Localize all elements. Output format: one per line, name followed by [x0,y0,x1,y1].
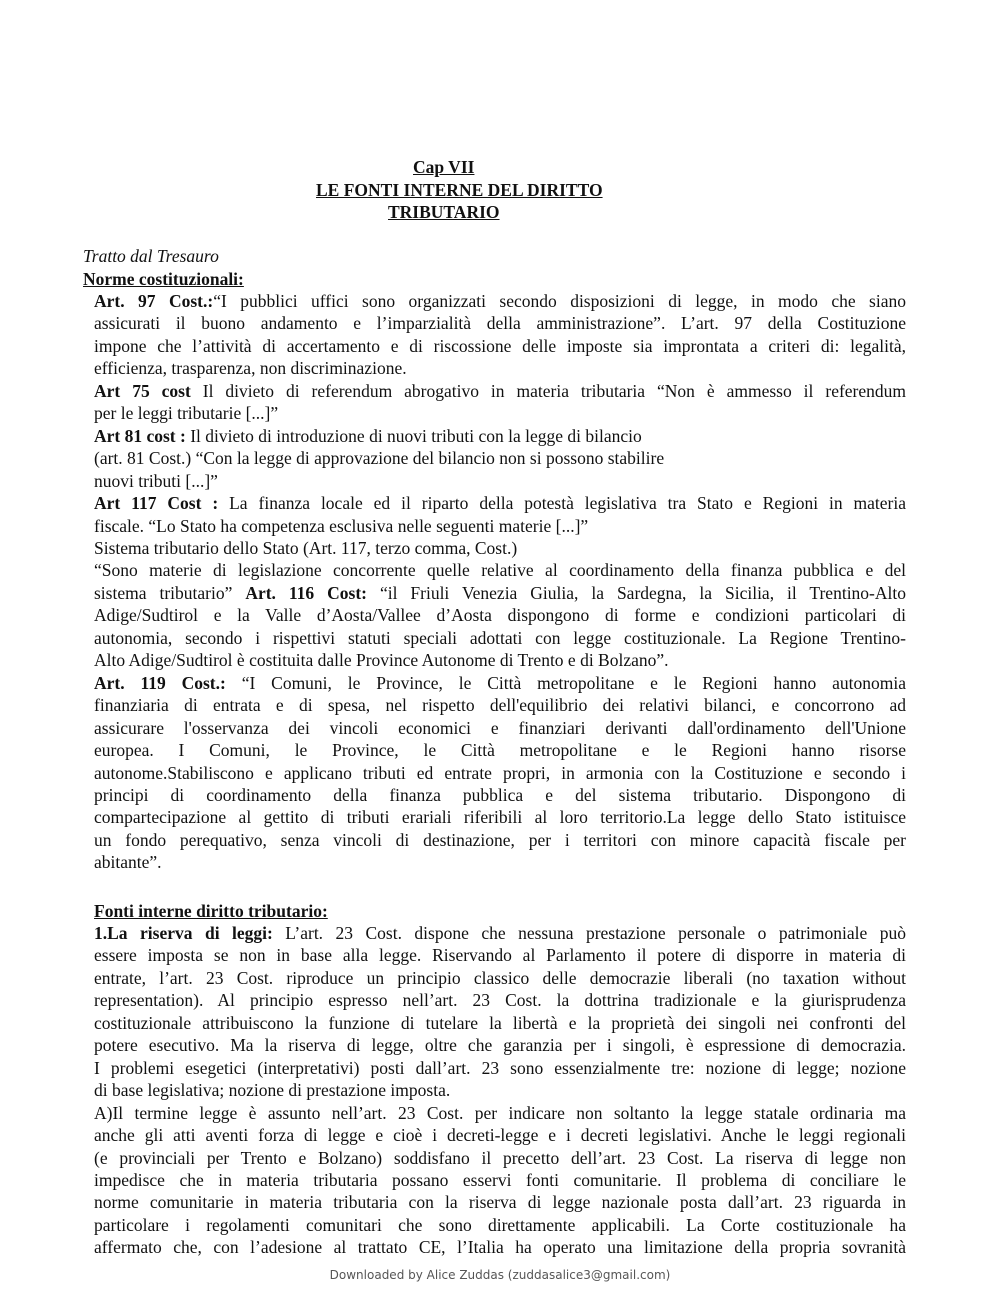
line-text: La finanza locale ed il riparto della potestà legislativa tra Stato e Regioni in materia [218,493,907,514]
line-text: (art. 81 Cost.) “Con la legge di approvazione del bilancio non si possono stabilire [94,448,665,469]
text-line [94,627,906,649]
line-text: “I pubblici uffici sono organizzati secondo disposizioni di legge, in modo che siano [213,291,906,311]
line-text: sistema tributario” [94,582,246,603]
line-text: per le leggi tributarie [...]” [94,403,279,424]
text-line [94,312,906,334]
line-text: affermato che, con l’adesione al trattato CE, l’Italia ha operato una limitazione della propria sovranità [94,1237,906,1258]
line-text: “I Comuni, le Province, le Città metropolitane e le Regioni hanno autonomia [225,672,907,693]
text-line [94,672,906,694]
text-line [94,1169,906,1191]
text-line [94,717,906,739]
text-line [94,335,906,357]
text-line [94,537,906,559]
line-text: Alto Adige/Sudtirol è costituita dalle Province Autonome di Trento e di Bolzano”. [94,650,669,671]
text-line [94,357,906,379]
line-text: Il divieto di introduzione di nuovi tributi con la legge di bilancio [185,425,642,446]
text-line [94,447,906,469]
text-line [94,851,906,873]
line-text: un fondo perequativo, senza vincoli di destinazione, per i territori con minore capacità fiscale per [94,829,906,850]
line-text: efficienza, trasparenza, non discriminazione. [94,358,407,379]
line-text: (e provinciali per Trento e Bolzano) soddisfano il precetto dell’art. 23 Cost. La riserva di legge non [94,1147,906,1168]
text-line [94,762,906,784]
section-label-constitutional: Norme costituzionali: [83,269,244,289]
article-reference: Art. 116 Cost: [245,582,367,603]
text-line [94,402,906,424]
line-text: abitante”. [94,852,162,873]
line-text: essere imposta se non in base alla legge. Riservando al Parlamento il potere di disporre in materia di [94,945,906,966]
article-reference: Art 75 cost [94,380,191,401]
text-line [94,1079,906,1101]
text-line [94,380,906,402]
text-line [94,694,906,716]
text-line [94,989,906,1011]
line-text: fiscale. “Lo Stato ha competenza esclusiva nelle seguenti materie [...]” [94,515,589,536]
text-line [94,784,906,806]
line-text: principi di coordinamento della finanza pubblica e del sistema tributario. Dispongono di [94,784,906,805]
download-footer: Downloaded by Alice Zuddas (zuddasalice3@gmail.com) [329,1268,671,1282]
title-line-2: TRIBUTARIO [388,202,500,222]
line-text: Sistema tributario dello Stato (Art. 117, terzo comma, Cost.) [94,537,518,558]
line-text: particolare i regolamenti comunitari che sono direttamente applicabili. La Corte costituzionale ha [94,1214,906,1235]
line-text: finanziaria di entrata e di spesa, nel rispetto dell'equilibrio dei relativi bilanci, e concorrono ad [94,695,906,716]
text-line [94,559,906,581]
line-text: assicurati il buono andamento e l’imparzialità della amministrazione”. L’art. 97 della Costituzione [94,313,906,334]
text-line [94,1147,906,1169]
source-note: Tratto dal Tresauro [83,246,219,266]
line-text: europea. I Comuni, le Province, le Città metropolitane e le Regioni hanno risorse [94,740,906,761]
text-line [94,1236,906,1258]
text-line [94,1057,906,1079]
text-line [94,1214,906,1236]
line-text: I problemi esegetici (interpretativi) posti dall’art. 23 sono essenzialmente tre: nozione di legge; nozione [94,1057,906,1078]
line-text: impedisce che in materia tributaria possano esservi fonti comunitarie. Il problema di conciliare le [94,1169,906,1190]
section-label-internal-sources: Fonti interne diritto tributario: [94,901,328,921]
line-text: autonomia, secondo i rispettivi statuti speciali adottati con legge costituzionale. La Regione Trentino- [94,627,906,648]
line-text: “Sono materie di legislazione concorrente quelle relative al coordinamento della finanza pubblica e del [94,560,906,581]
text-line [94,470,906,492]
line-text: A)Il termine legge è assunto nell’art. 23 Cost. per indicare non soltanto la legge statale ordinaria ma [94,1102,906,1123]
line-text: nuovi tributi [...]” [94,470,218,491]
text-line [94,582,906,604]
title-line-1: LE FONTI INTERNE DEL DIRITTO [316,180,603,200]
text-line [94,492,906,514]
line-text: impone che l’attività di accertamento e di riscossione delle imposte sia improntata a criteri di: legalità, [94,335,906,356]
line-text: norme comunitarie in materia tributaria con la riserva di legge nazionale posta dall’art. 23 riguarda in [94,1192,906,1213]
line-text: “il Friuli Venezia Giulia, la Sardegna, la Sicilia, il Trentino-Alto [366,582,906,603]
line-text: Il divieto di referendum abrogativo in materia tributaria “Non è ammesso il referendum [190,380,907,401]
text-line [94,1124,906,1146]
text-line [94,290,906,312]
section-body-internal-sources [94,922,906,1259]
text-line [94,739,906,761]
line-text: entrate, l’art. 23 Cost. riproduce un principio classico delle democrazie liberali (no taxation without [94,967,906,988]
line-text: Adige/Sudtirol e la Valle d’Aosta/Vallee d’Aosta dispongono di forme e condizioni particolari di [94,605,906,626]
text-line [94,604,906,626]
article-reference: Art 117 Cost : [94,493,219,514]
text-line [94,967,906,989]
text-line [94,425,906,447]
text-line [94,1012,906,1034]
text-line [94,806,906,828]
text-line [94,1191,906,1213]
line-text: compartecipazione al gettito di tributi erariali riferibili al loro territorio.La legge dello Stato istituisce [94,807,906,828]
line-text: representation). Al principio espresso nell’art. 23 Cost. la dottrina tradizionale e la giurisprudenza [94,990,906,1011]
text-line [94,922,906,944]
line-text: L’art. 23 Cost. dispone che nessuna prestazione personale o patrimoniale può [272,923,907,943]
text-line [94,649,906,671]
article-reference: 1.La riserva di leggi: [94,923,273,943]
article-reference: Art 81 cost : [94,425,186,446]
text-line [94,829,906,851]
line-text: di base legislativa; nozione di prestazione imposta. [94,1080,451,1101]
article-reference: Art. 119 Cost.: [94,672,226,693]
article-reference: Art. 97 Cost.: [94,291,214,311]
line-text: potere esecutivo. Ma la riserva di legge, oltre che garanzia per i singoli, è espressione di democrazia. [94,1035,906,1056]
section-body-constitutional [94,290,906,874]
line-text: costituzionale attribuiscono la funzione di tutelare la libertà e la proprietà dei singoli nei confronti del [94,1012,906,1033]
text-line [94,944,906,966]
text-line [94,515,906,537]
line-text: assicurare l'osservanza dei vincoli economici e finanziari derivanti dall'ordinamento dell'Unione [94,717,906,738]
chapter-heading: Cap VII [413,157,475,177]
line-text: autonome.Stabiliscono e applicano tributi ed entrate propri, in armonia con la Costituzione e secondo i [94,762,906,783]
text-line [94,1034,906,1056]
line-text: anche gli atti aventi forza di legge e cioè i decreti-legge e i decreti legislativi. Anche le leggi regionali [94,1125,906,1146]
text-line [94,1102,906,1124]
